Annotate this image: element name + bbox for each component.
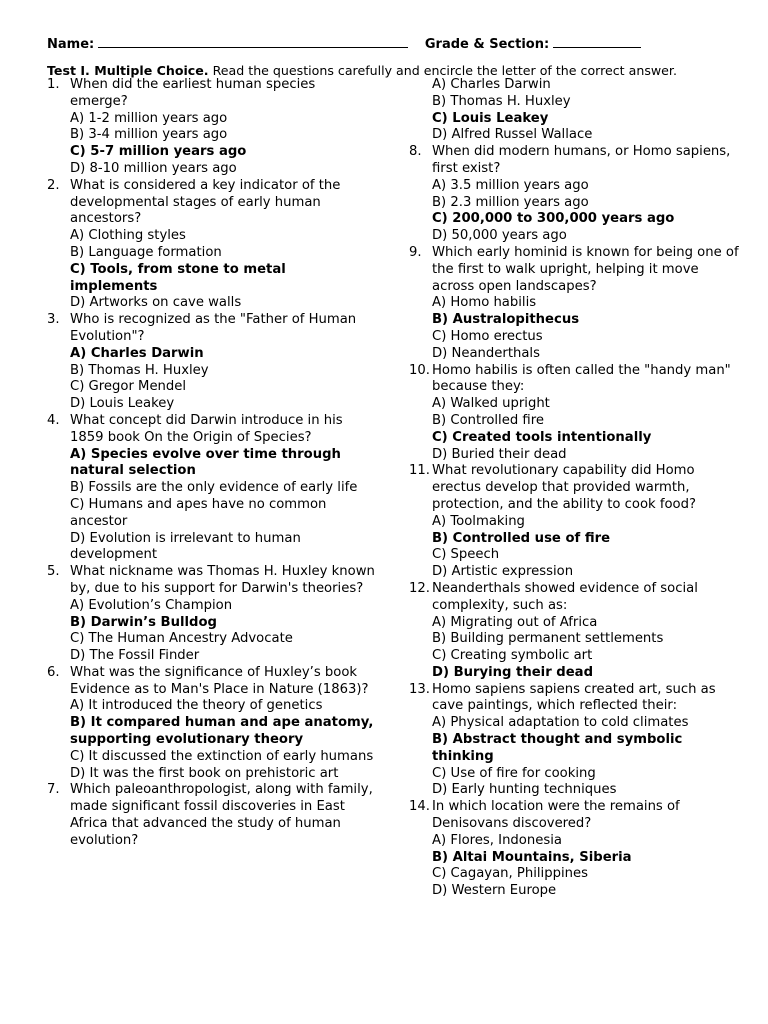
option-d[interactable]: D) 50,000 years ago — [432, 228, 567, 244]
question-number: 1. — [47, 77, 60, 92]
question-text: When did the earliest human species emerge? — [70, 77, 316, 109]
question-number: 12. — [409, 580, 430, 596]
grade-section-label: Grade & Section: — [424, 37, 550, 52]
question-number: 9. — [409, 244, 422, 260]
option-c[interactable]: C) The Human Ancestry Advocate — [70, 631, 293, 647]
option-a[interactable]: A) Flores, Indonesia — [432, 832, 562, 848]
question-2 — [47, 178, 377, 312]
option-b[interactable]: B) 2.3 million years ago — [432, 194, 589, 210]
question-12 — [409, 581, 739, 682]
option-d[interactable]: D) Evolution is irrelevant to human development — [70, 530, 301, 563]
questions-column-left — [47, 77, 377, 850]
option-c[interactable]: C) Cagayan, Philippines — [432, 866, 588, 882]
question-text: When did modern humans, or Homo sapiens, first exist? — [432, 144, 731, 176]
question-13 — [409, 682, 739, 800]
option-c[interactable]: C) Louis Leakey — [432, 110, 549, 126]
option-d[interactable]: D) 8-10 million years ago — [70, 160, 237, 176]
option-a[interactable]: A) Species evolve over time through natural selection — [70, 446, 341, 479]
option-c[interactable]: C) Humans and apes have no common ancestor — [70, 496, 327, 529]
question-10 — [409, 363, 739, 464]
option-d[interactable]: D) Alfred Russel Wallace — [432, 127, 593, 143]
option-d[interactable]: D) Neanderthals — [432, 345, 540, 361]
question-7 — [47, 782, 377, 849]
question-6 — [47, 665, 377, 783]
questions-column-right — [409, 77, 739, 900]
question-9 — [409, 245, 739, 363]
option-b[interactable]: B) Thomas H. Huxley — [70, 362, 209, 378]
option-a[interactable]: A) Migrating out of Africa — [432, 614, 598, 630]
question-number: 8. — [409, 144, 422, 160]
question-number: 10. — [409, 362, 430, 378]
option-d[interactable]: D) Louis Leakey — [70, 396, 175, 412]
option-d[interactable]: D) Western Europe — [432, 883, 557, 899]
question-number: 7. — [47, 782, 60, 798]
option-b[interactable]: B) Controlled use of fire — [432, 530, 611, 546]
instructions-text: Read the questions carefully and encircle the letter of the correct answer. — [212, 63, 677, 78]
name-blank[interactable] — [98, 37, 408, 48]
option-b[interactable]: B) Fossils are the only evidence of early life — [70, 480, 358, 496]
question-text: What revolutionary capability did Homo erectus develop that provided warmth, protection, and the ability to cook food? — [432, 463, 696, 512]
question-1 — [47, 77, 377, 178]
question-3 — [47, 312, 377, 413]
option-d[interactable]: D) It was the first book on prehistoric art — [70, 765, 339, 781]
question-8 — [409, 144, 739, 245]
question-14 — [409, 799, 739, 900]
question-text: What was the significance of Huxley’s book Evidence as to Man's Place in Nature (1863)? — [70, 664, 369, 697]
question-7-options — [409, 77, 739, 144]
question-number: 6. — [47, 664, 60, 680]
question-text: Which early hominid is known for being one of the first to walk upright, helping it move across open landscapes? — [432, 244, 739, 294]
option-d[interactable]: D) Buried their dead — [432, 446, 567, 462]
option-c[interactable]: C) Speech — [432, 547, 500, 563]
question-number: 14. — [409, 799, 430, 815]
question-text: What concept did Darwin introduce in his 1859 book On the Origin of Species? — [70, 412, 343, 445]
question-text: What is considered a key indicator of the developmental stages of early human ancestors? — [70, 177, 341, 227]
question-number: 11. — [409, 463, 430, 479]
option-a[interactable]: A) Homo habilis — [432, 295, 537, 311]
option-c[interactable]: C) Creating symbolic art — [432, 648, 593, 664]
test-title: Test I. Multiple Choice. — [47, 63, 209, 78]
option-b[interactable]: B) Building permanent settlements — [432, 631, 664, 647]
question-text: What nickname was Thomas H. Huxley known by, due to his support for Darwin's theories? — [70, 564, 375, 596]
option-b[interactable]: B) Australopithecus — [432, 312, 580, 328]
option-a[interactable]: A) Evolution’s Champion — [70, 597, 233, 613]
question-number: 13. — [409, 681, 430, 697]
option-c[interactable]: C) Homo erectus — [432, 328, 543, 344]
option-d[interactable]: D) Early hunting techniques — [432, 782, 617, 798]
option-c[interactable]: C) Tools, from stone to metal implements — [70, 261, 286, 294]
option-c[interactable]: C) Gregor Mendel — [70, 379, 187, 395]
option-d[interactable]: D) Artworks on cave walls — [70, 295, 242, 311]
option-b[interactable]: B) Darwin’s Bulldog — [70, 614, 217, 630]
option-c[interactable]: C) It discussed the extinction of early humans — [70, 748, 374, 764]
question-number: 5. — [47, 564, 60, 580]
question-text: In which location were the remains of Denisovans discovered? — [432, 799, 680, 832]
student-info-header — [47, 37, 737, 52]
name-label: Name: — [47, 37, 95, 52]
question-text: Which paleoanthropologist, along with family, made significant fossil discoveries in East Africa that advanced the study of human evolution? — [70, 782, 373, 848]
option-b[interactable]: B) 3-4 million years ago — [70, 127, 228, 143]
option-a[interactable]: A) Charles Darwin — [70, 345, 204, 361]
question-text: Homo habilis is often called the "handy man" because they: — [432, 362, 731, 395]
option-b[interactable]: B) Thomas H. Huxley — [432, 93, 571, 109]
option-b[interactable]: B) Controlled fire — [432, 412, 544, 428]
option-c[interactable]: C) 200,000 to 300,000 years ago — [432, 211, 675, 227]
option-a[interactable]: A) 3.5 million years ago — [432, 177, 589, 193]
option-d[interactable]: D) Burying their dead — [432, 664, 594, 680]
question-5 — [47, 564, 377, 665]
question-11 — [409, 463, 739, 581]
question-number: 2. — [47, 177, 60, 193]
option-b[interactable]: B) Altai Mountains, Siberia — [432, 849, 632, 865]
question-4 — [47, 413, 377, 564]
question-text: Neanderthals showed evidence of social complexity, such as: — [432, 580, 698, 613]
option-a[interactable]: A) Toolmaking — [432, 513, 525, 529]
option-b[interactable]: B) It compared human and ape anatomy, supporting evolutionary theory — [70, 715, 374, 748]
option-a[interactable]: A) Clothing styles — [70, 228, 186, 244]
option-a[interactable]: A) It introduced the theory of genetics — [70, 698, 323, 714]
option-a[interactable]: A) 1-2 million years ago — [70, 110, 228, 126]
option-b[interactable]: B) Abstract thought and symbolic thinking — [432, 732, 683, 764]
option-a[interactable]: A) Walked upright — [432, 396, 550, 412]
option-a[interactable]: A) Physical adaptation to cold climates — [432, 715, 689, 731]
option-c[interactable]: C) 5-7 million years ago — [70, 144, 247, 160]
option-d[interactable]: D) Artistic expression — [432, 564, 574, 580]
option-b[interactable]: B) Language formation — [70, 244, 222, 260]
option-a[interactable]: A) Charles Darwin — [432, 77, 551, 92]
test-instructions — [47, 63, 747, 78]
option-d[interactable]: D) The Fossil Finder — [70, 648, 200, 664]
question-text: Who is recognized as the "Father of Human Evolution"? — [70, 312, 357, 344]
question-text: Homo sapiens sapiens created art, such as cave paintings, which reflected their: — [432, 681, 716, 714]
option-c[interactable]: C) Created tools intentionally — [432, 429, 652, 445]
option-c[interactable]: C) Use of fire for cooking — [432, 765, 596, 781]
question-number: 3. — [47, 312, 60, 328]
question-number: 4. — [47, 412, 60, 428]
grade-section-blank[interactable] — [553, 37, 641, 48]
